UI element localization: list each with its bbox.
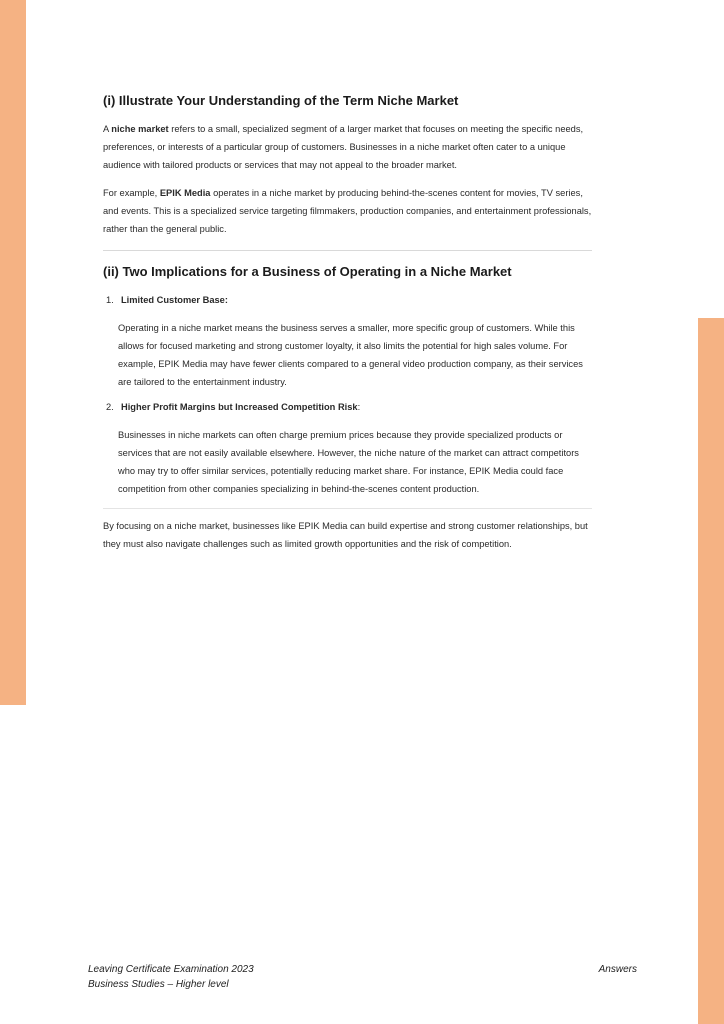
section-1-heading: (i) Illustrate Your Understanding of the Term Niche Market [103,93,459,108]
item-body: Operating in a niche market means the business serves a smaller, more specific group of customers. While this allows for focused marketing and strong customer loyalty, it also limits the potential for high sales volume. For example, EPIK Media may have fewer clients compared to a general video production company, as their services are tailored to the entertainment industry. [118,323,583,387]
text-span: A [103,124,112,134]
item-number: 2. [106,402,114,412]
list-item [103,291,592,391]
item-title: Higher Profit Margins but Increased Competition Risk [121,402,358,412]
conclusion-paragraph: By focusing on a niche market, businesses like EPIK Media can build expertise and strong customer relationships, but they must also navigate challenges such as limited growth opportunities and the risk of competition. [103,521,588,549]
footer-exam-info [88,962,254,992]
footer-section-label: Answers [598,964,637,975]
answer-content [103,92,592,553]
right-accent-bar [698,318,724,1024]
text-span: operates in a niche market by producing behind-the-scenes content for movies, TV series, and events. This is a specialized service targeting filmmakers, production companies, and entertainment professionals, rather than the general public. [103,188,592,234]
conclusion-divider [103,508,592,509]
item-title: Limited Customer Base: [121,295,228,305]
section-divider [103,250,592,251]
implications-list [103,291,592,498]
footer-exam-title: Leaving Certificate Examination 2023 [88,964,254,975]
text-span: refers to a small, specialized segment of a larger market that focuses on meeting the specific needs, preferences, or interests of a particular group of customers. Businesses in a niche market often cater to a unique audience with tailored products or services that may not appeal to the broader market. [103,124,584,170]
item-number: 1. [106,295,114,305]
section-1-paragraph-2 [103,184,592,238]
text-span: For example, [103,188,160,198]
company-name: EPIK Media [159,188,211,198]
footer-subject-level: Business Studies – Higher level [88,979,229,990]
niche-market-term: niche market [111,124,169,134]
text-span: : [357,402,361,412]
list-item [103,398,592,498]
left-accent-bar [0,0,26,705]
section-1-paragraph-1 [103,120,592,174]
item-body: Businesses in niche markets can often charge premium prices because they provide specialized products or services that are not easily available elsewhere. However, the niche nature of the market can attract competitors who may try to offer similar services, potentially reducing market share. For instance, EPIK Media could face competition from other companies specializing in behind-the-scenes content production. [118,430,579,494]
section-2-heading: (ii) Two Implications for a Business of Operating in a Niche Market [103,264,512,279]
